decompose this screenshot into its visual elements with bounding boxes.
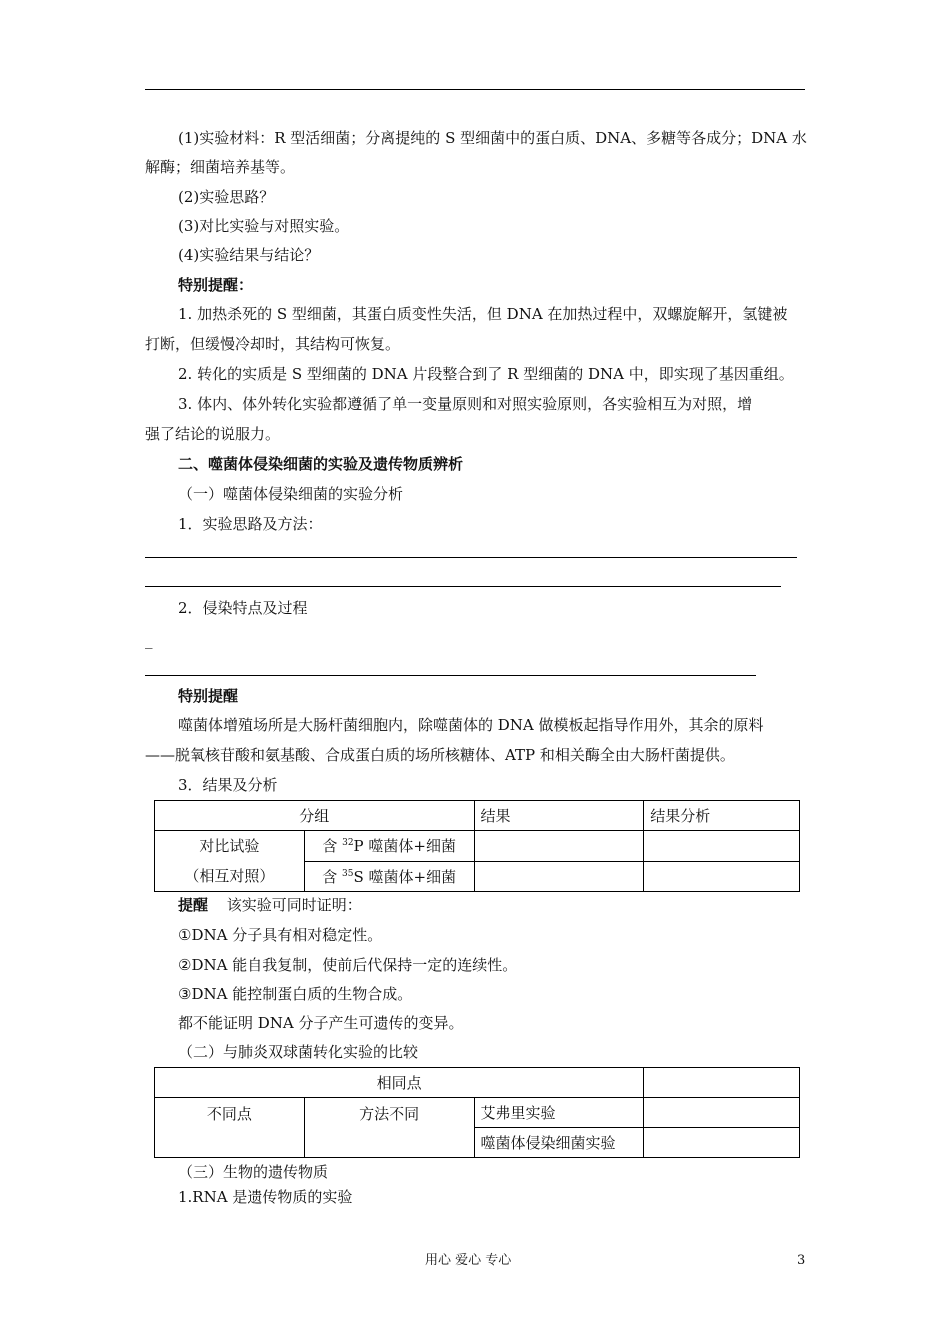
exp1-answer[interactable] (644, 1098, 800, 1128)
same-answer[interactable] (644, 1068, 800, 1098)
tip2-line: 2. 转化的实质是 S 型细菌的 DNA 片段整合到了 R 型细菌的 DNA 中，即实现了基因重组。 (178, 365, 794, 383)
result-line: (4)实验结果与结论？ (178, 246, 320, 264)
item-3: 3．结果及分析 (178, 776, 278, 794)
results-table (154, 800, 800, 892)
point-4: 都不能证明 DNA 分子产生可遗传的变异。 (178, 1014, 464, 1032)
idea-line: (2)实验思路？ (178, 188, 275, 206)
table-row (155, 1098, 800, 1128)
tip3-line-1: 3. 体内、体外转化实验都遵循了单一变量原则和对照实验原则，各实验相互为对照，增 (178, 395, 753, 413)
method-label: 方法不同 (304, 1098, 474, 1158)
answer-blank-2 (145, 586, 781, 587)
row2-result[interactable] (474, 861, 644, 892)
point-3: ③DNA 能控制蛋白质的生物合成。 (178, 985, 413, 1003)
table-row (155, 831, 800, 862)
table-row (155, 801, 800, 831)
group-label (155, 831, 305, 892)
subsection-1: （一）噬菌体侵染细菌的实验分析 (178, 485, 404, 503)
material-line-2: 解酶；细菌培养基等。 (145, 158, 296, 176)
tip1-line-2: 打断，但缓慢冷却时，其结构可恢复。 (145, 335, 401, 353)
same-label: 相同点 (155, 1068, 644, 1098)
item-2: 2．侵染特点及过程 (178, 599, 308, 617)
tip-line-1: 噬菌体增殖场所是大肠杆菌细胞内，除噬菌体的 DNA 做模板起指导作用外，其余的原料 (178, 716, 764, 734)
exp1-label: 艾弗里实验 (474, 1098, 644, 1128)
exp2-answer[interactable] (644, 1128, 800, 1158)
header-group: 分组 (155, 801, 475, 831)
row1-label: 含 $^{32}$P 噬菌体+细菌 (304, 831, 474, 862)
page-number: 3 (797, 1253, 806, 1268)
reminder-text: 该实验可同时证明： (226, 896, 362, 914)
subsection-2: （二）与肺炎双球菌转化实验的比较 (178, 1043, 419, 1061)
answer-blank-1 (145, 557, 797, 558)
header-analysis: 结果分析 (644, 801, 800, 831)
answer-blank-3 (145, 675, 756, 676)
material-line-1: (1)实验材料：R 型活细菌；分离提纯的 S 型细菌中的蛋白质、DNA、多糖等各成分；DNA 水 (178, 129, 807, 147)
footer-motto: 用心 爱心 专心 (425, 1253, 512, 1268)
tip-line-2: ——脱氧核苷酸和氨基酸、合成蛋白质的场所核糖体、ATP 和相关酶全由大肠杆菌提供。 (145, 746, 735, 764)
row2-label: 含 $^{35}$S 噬菌体+细菌 (304, 861, 474, 892)
tip-heading-2: 特别提醒 (178, 687, 239, 705)
exp2-label: 噬菌体侵染细菌实验 (474, 1128, 644, 1158)
reminder-line (178, 895, 362, 915)
blank-dash: _ (145, 631, 153, 649)
row1-analysis[interactable] (644, 831, 800, 862)
header-result: 结果 (474, 801, 644, 831)
point-2: ②DNA 能自我复制，使前后代保持一定的连续性。 (178, 956, 518, 974)
row1-result[interactable] (474, 831, 644, 862)
tip3-line-2: 强了结论的说服力。 (145, 425, 281, 443)
header-rule (145, 89, 805, 90)
table-row (155, 1068, 800, 1098)
reminder-label: 提醒 (178, 896, 209, 914)
tip1-line-1: 1. 加热杀死的 S 型细菌，其蛋白质变性失活，但 DNA 在加热过程中，双螺旋解开，氢键被 (178, 305, 788, 323)
comparison-table (154, 1067, 800, 1158)
point-1: ①DNA 分子具有相对稳定性。 (178, 926, 383, 944)
row2-analysis[interactable] (644, 861, 800, 892)
diff-label: 不同点 (155, 1098, 305, 1158)
group-label-line-2: （相互对照） (184, 867, 275, 885)
compare-line: (3)对比实验与对照实验。 (178, 217, 350, 235)
item-1: 1．实验思路及方法： (178, 515, 323, 533)
group-label-line-1: 对比试验 (199, 837, 260, 855)
tip-heading-1: 特别提醒： (178, 276, 254, 294)
section-heading: 二、噬菌体侵染细菌的实验及遗传物质辨析 (178, 455, 464, 473)
subsection-3: （三）生物的遗传物质 (178, 1163, 329, 1181)
rna-item: 1.RNA 是遗传物质的实验 (178, 1188, 353, 1206)
